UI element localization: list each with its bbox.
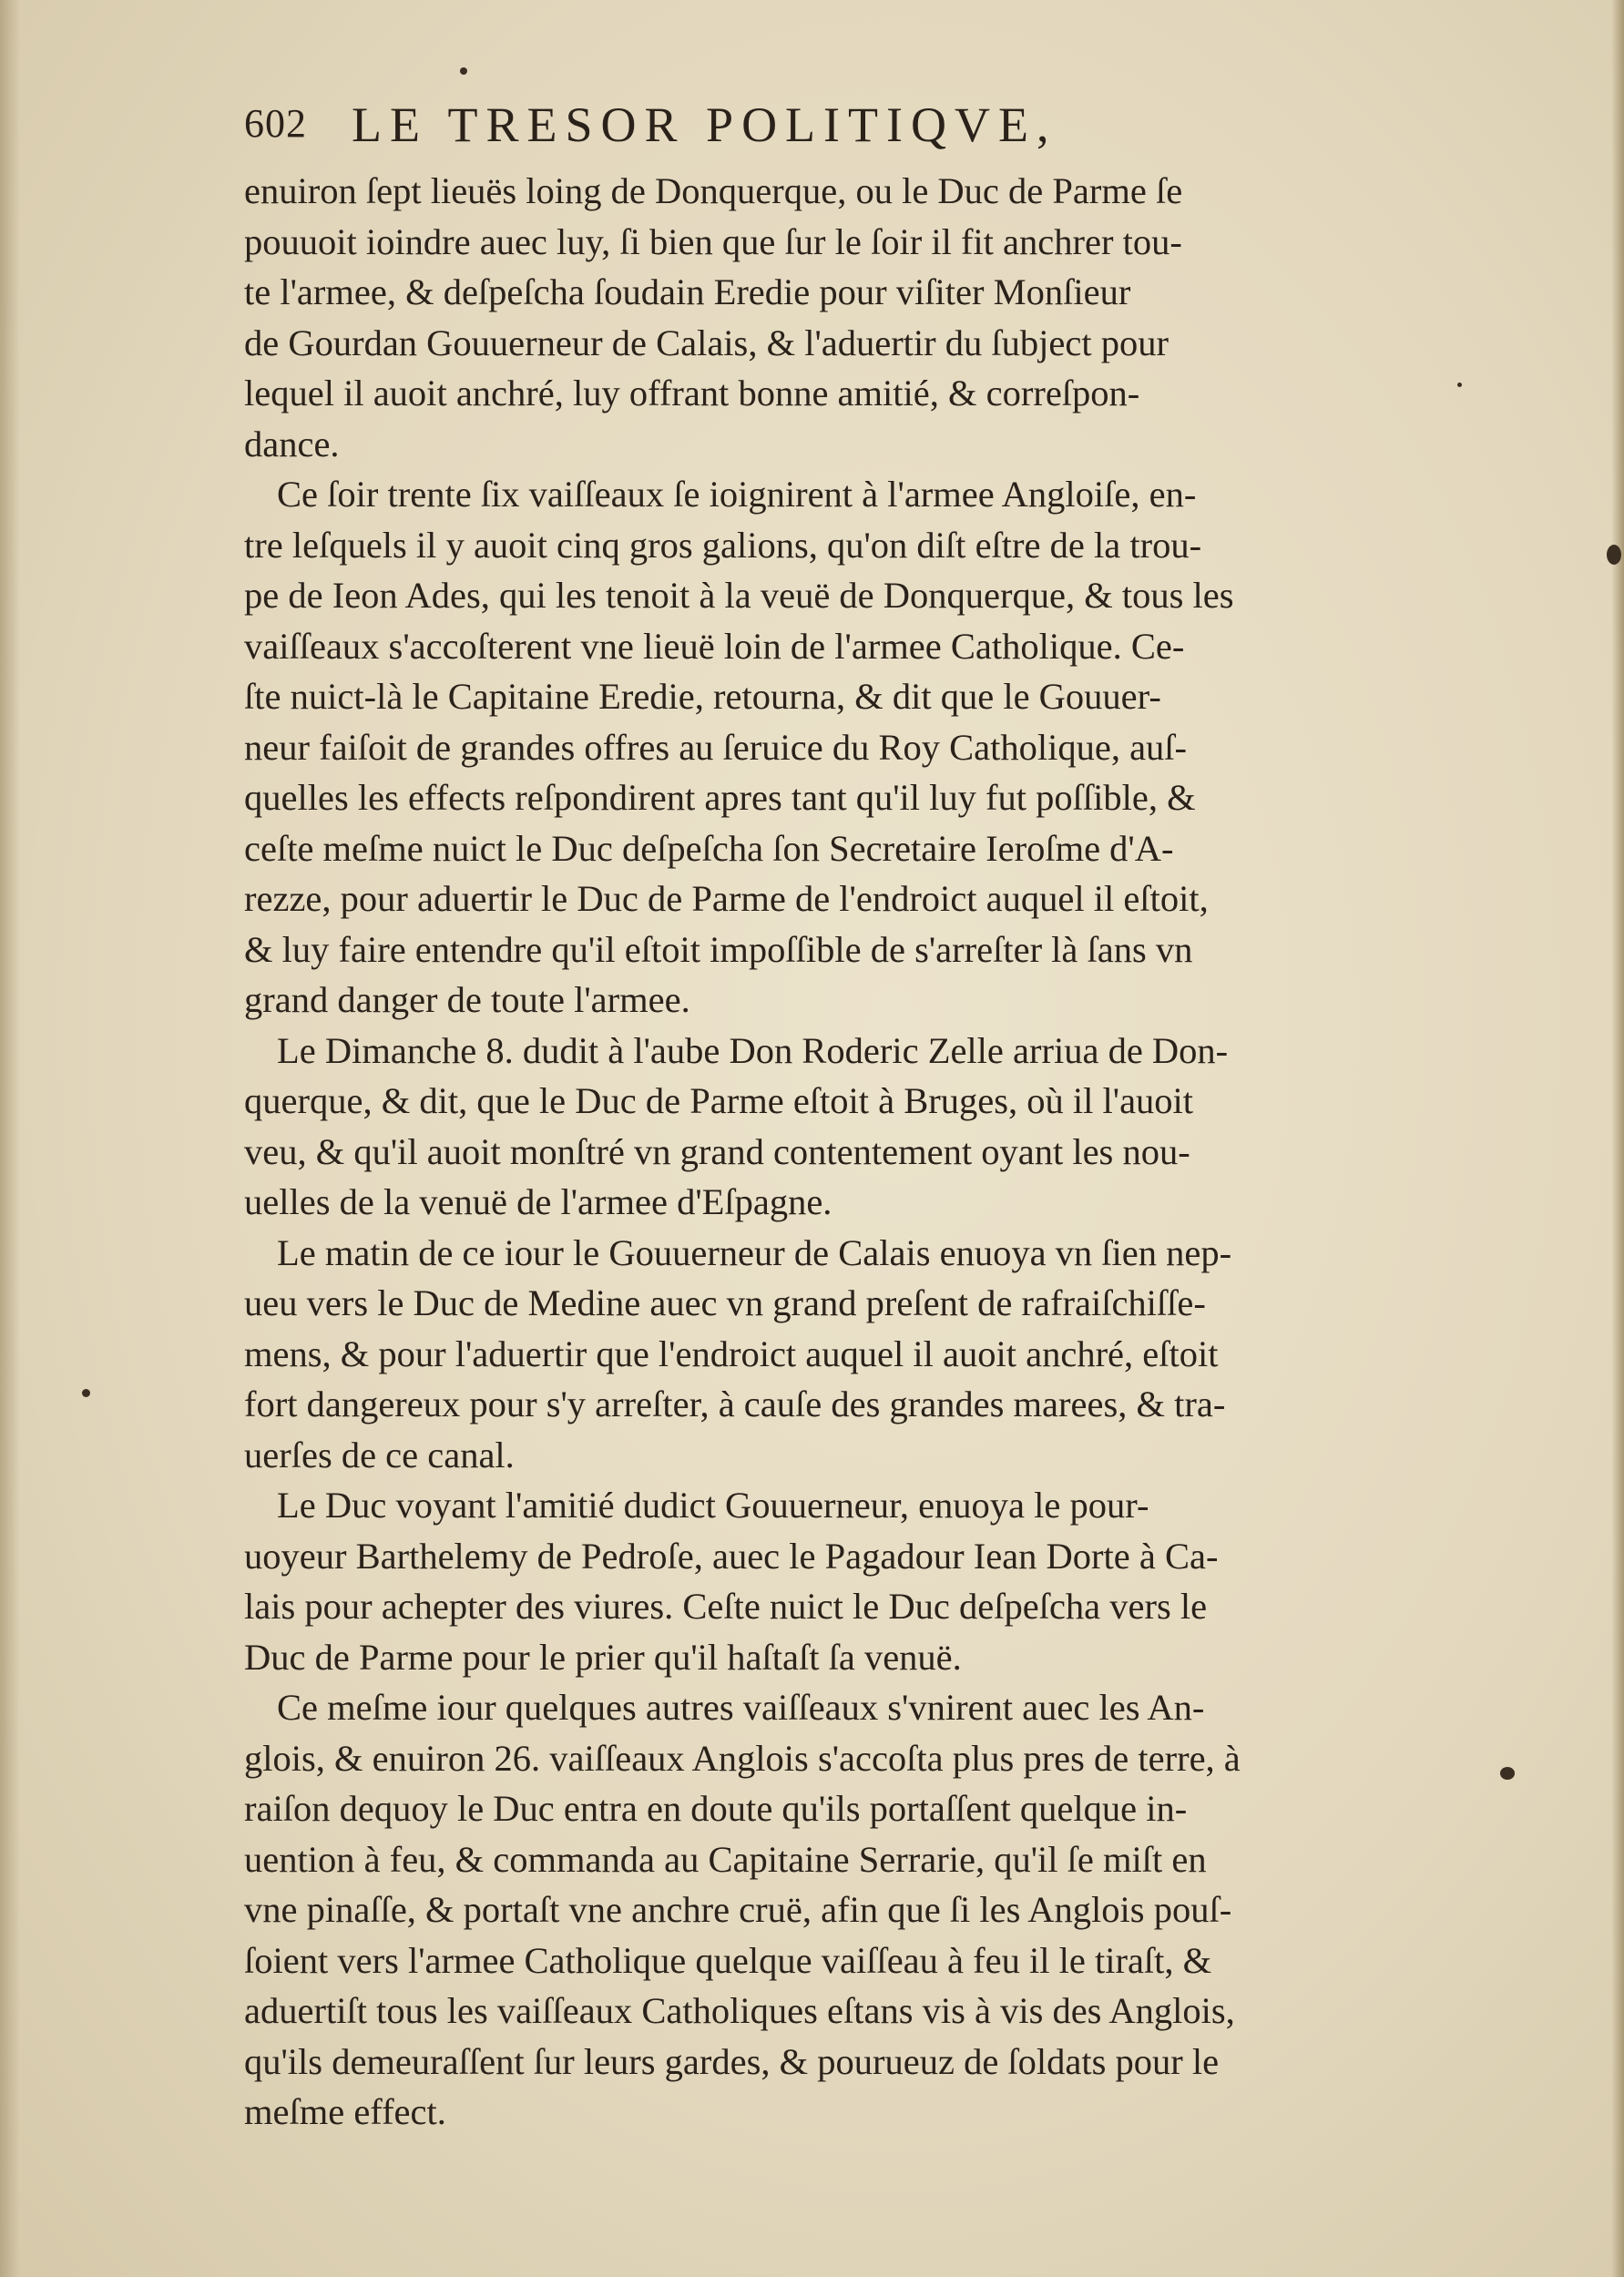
text-line: enuiron ſept lieuës loing de Donquerque, ou le Duc de Parme ſe (244, 170, 1183, 211)
text-line: qu'ils demeuraſſent ſur leurs gardes, & pourueuz de ſoldats pour le (244, 2040, 1220, 2082)
text-line: pe de Ieon Ades, qui les tenoit à la veuë de Donquerque, & tous les (244, 575, 1234, 616)
text-line: meſme effect. (244, 2091, 446, 2132)
text-line: vaiſſeaux s'accoſterent vne lieuë loin de l'armee Catholique. Ce- (244, 625, 1185, 667)
text-line: ſoient vers l'armee Catholique quelque vaiſſeau à feu il le tiraſt, & (244, 1939, 1212, 1981)
text-line: uention à feu, & commanda au Capitaine Serrarie, qu'il ſe miſt en (244, 1838, 1207, 1880)
text-line: uerſes de ce canal. (244, 1434, 515, 1475)
text-line: neur faiſoit de grandes offres au ſeruice du Roy Catholique, auſ- (244, 726, 1188, 768)
text-line: rezze, pour aduertir le Duc de Parme de l'endroict auquel il eſtoit, (244, 878, 1209, 919)
ink-speck (1500, 1767, 1515, 1780)
text-line: uelles de la venuë de l'armee d'Eſpagne. (244, 1181, 832, 1222)
ink-speck (82, 1389, 90, 1397)
text-line: raiſon dequoy le Duc entra en doute qu'ils portaſſent quelque in- (244, 1788, 1188, 1829)
text-line: lequel il auoit anchré, luy offrant bonne amitié, & correſpon- (244, 373, 1140, 414)
page-number: 602 (244, 101, 307, 146)
text-line: Le matin de ce iour le Gouuerneur de Calais enuoya vn ſien nep- (277, 1231, 1232, 1273)
ink-speck (1607, 545, 1621, 565)
text-line: Le Dimanche 8. dudit à l'aube Don Roderic Zelle arriua de Don- (277, 1029, 1229, 1071)
ink-speck (1457, 383, 1462, 387)
text-line: tre leſquels il y auoit cinq gros galions, qu'on diſt eſtre de la trou- (244, 524, 1202, 566)
text-line: fort dangereux pour s'y arreſter, à cauſe des grandes marees, & tra- (244, 1384, 1226, 1424)
running-title: LE TRESOR POLITIQVE, (352, 97, 1057, 152)
text-line: Ce ſoir trente ſix vaiſſeaux ſe ioignirent à l'armee Angloiſe, en- (277, 474, 1197, 515)
text-line: pouuoit ioindre auec luy, ſi bien que ſur le ſoir il fit anchrer tou- (244, 220, 1182, 262)
text-line: dance. (244, 423, 340, 465)
text-line: uoyeur Barthelemy de Pedroſe, auec le Pagadour Iean Dorte à Ca- (244, 1535, 1219, 1577)
paragraph-6 (244, 1682, 1401, 2138)
text-line: veu, & qu'il auoit monſtré vn grand contentement oyant les nou- (244, 1130, 1190, 1172)
text-line: Ce meſme iour quelques autres vaiſſeaux s'vnirent auec les An- (277, 1687, 1205, 1728)
page-edge-shadow (1611, 0, 1624, 2277)
text-line: grand danger de toute l'armee. (244, 979, 690, 1020)
text-line: aduertiſt tous les vaiſſeaux Catholiques eſtans vis à vis des Anglois, (244, 1990, 1235, 2031)
text-line: de Gourdan Gouuerneur de Calais, & l'aduertir du ſubject pour (244, 322, 1169, 363)
paragraph-3 (244, 1026, 1401, 1228)
text-line: glois, & enuiron 26. vaiſſeaux Anglois s'accoſta plus pres de terre, à (244, 1737, 1241, 1779)
text-line: ueu vers le Duc de Medine auec vn grand preſent de rafraiſchiſſe- (244, 1282, 1206, 1323)
page-header (244, 91, 1428, 164)
ink-speck (460, 67, 467, 75)
text-line: mens, & pour l'aduertir que l'endroict auquel il auoit anchré, eſtoit (244, 1333, 1219, 1374)
text-line: lais pour achepter des viures. Ceſte nuict le Duc deſpeſcha vers le (244, 1586, 1208, 1627)
paragraph-5 (244, 1480, 1401, 1682)
paragraph-4 (244, 1228, 1401, 1481)
paragraph-1 (244, 166, 1401, 469)
text-line: Le Duc voyant l'amitié dudict Gouuerneur, enuoya le pour- (277, 1485, 1149, 1526)
text-line: Duc de Parme pour le prier qu'il haſtaſt ſa venuë. (244, 1636, 962, 1678)
text-line: quelles les effects reſpondirent apres tant qu'il luy fut poſſible, & (244, 777, 1196, 818)
text-line: vne pinaſſe, & portaſt vne anchre cruë, afin que ſi les Anglois pouſ- (244, 1889, 1232, 1930)
text-line: querque, & dit, que le Duc de Parme eſtoit à Bruges, où il l'auoit (244, 1080, 1194, 1121)
body-text (244, 166, 1401, 2138)
text-line: ceſte meſme nuict le Duc deſpeſcha ſon Secretaire Ieroſme d'A- (244, 827, 1174, 869)
paragraph-2 (244, 469, 1401, 1026)
text-line: te l'armee, & deſpeſcha ſoudain Eredie pour viſiter Monſieur (244, 271, 1131, 312)
page-gutter-shadow (0, 0, 20, 2277)
text-line: & luy faire entendre qu'il eſtoit impoſſible de s'arreſter là ſans vn (244, 928, 1193, 970)
text-line: ſte nuict-là le Capitaine Eredie, retourna, & dit que le Gouuer- (244, 676, 1161, 717)
